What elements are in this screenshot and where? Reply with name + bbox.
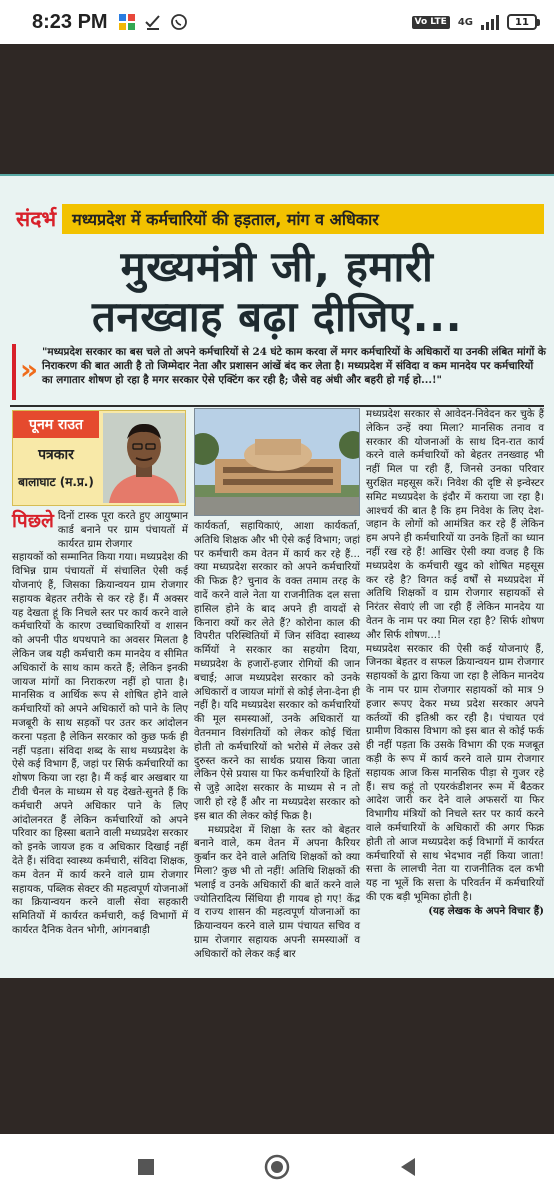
whatsapp-icon [170,13,188,31]
newspaper-clipping[interactable] [0,174,554,978]
article-column-3 [366,408,544,918]
column-3-para-1: मध्यप्रदेश सरकार से आवेदन-निवेदन कर चुके हैं लेकिन उन्हें क्या मिला? मानसिक तनाव व सरकार की योजनाओं के साथ दिन-रात कार्य करने वाले कर्मचारियों को बेहतर तनख्वाह भी नहीं मिल पा रही हैं, जिनसे उनका परिवार सुरक्षित महसूस करें। निवेश की दृष्टि से इन्वेस्टर समिट मध्यप्रदेश के इंदौर में कराया जा रहा है। आश्चर्य की बात है कि हम निवेश के लिए देश-जहान के लोगों को आमंत्रित कर रहे हैं लेकिन हम अपने ही कर्मचारियों या उनके हितों का ध्यान नहीं रख रहे हैं! आखिर ऐसी क्या वजह है कि मध्यप्रदेश के कर्मचारी खुद को शोषित महसूस कर रहे है? विगत कई वर्षों से मध्यप्रदेश में अतिथि शिक्षकों व ग्राम रोजगार सहायकों से निरंतर सेवाएं ली जा रही हैं लेकिन मानदेय या वेतन के नाम पर क्या मिल रहा है? सिर्फ शोषण और सिर्फ शोषण...! [366,409,544,641]
author-photo [103,413,185,503]
recents-button[interactable] [122,1143,170,1191]
section-label: संदर्भ [16,206,57,231]
headline-line-2: तनख्वाह बढ़ा दीजिए... [91,292,463,341]
author-role: पत्रकार [38,447,74,463]
check-signature-icon [144,13,162,31]
network-type: 4G [457,16,473,28]
back-triangle-icon [399,1157,417,1177]
battery-level: 11 [507,14,537,30]
author-byline [12,410,186,506]
author-name: पूनम राउत [13,411,99,438]
author-place: बालाघाट (म.प्र.) [18,475,94,489]
system-icons [412,14,541,30]
navigation-bar [0,1134,554,1200]
status-time: 8:23 PM [32,10,108,33]
topic-banner: मध्यप्रदेश में कर्मचारियों की हड़ताल, मांग व अधिकार [62,204,544,234]
pull-quote [8,344,546,400]
signal-icon [481,14,499,30]
column-1-text: सहायकों को सम्मानित किया गया। मध्यप्रदेश की विभिन्न ग्राम पंचायतों में संचालित ऐसी कई योजनाएं हैं, जिसका क्रियान्वयन ग्राम रोजगार सहायक बेहतर तरीके से कर रहे हैं। मैं अक्सर यह देखता हूं कि निचले स्तर पर कार्य करने वाले कर्मचारियों के कारण उच्चाधिकारियों व शासन को अपनी पीठ थपथपाने का अवसर मिलता है लेकिन जब यही कर्मचारी कम मानदेय व सीमित अधिकारों के साथ काम करते हैं; लेकिन इनकी जायज मांगों का निराकरण नहीं हो पाता है। मानसिक व आर्थिक रूप से शोषित होने वाले कर्मचारियों को अपने अधिकारों को पाने के लिए मजबूरी के साथ सड़कों पर उतर कर आंदोलन करना पड़ता है लेकिन सरकार को कुछ फर्क ही नहीं पड़ता। संविदा शब्द के साथ मध्यप्रदेश के ऐसे कई विभाग हैं, जहां पर सिर्फ कर्मचारियों का शोषण किया जा रहा है। मैं कई बार अखबार या टीवी चैनल के माध्यम से यह देखते-सुनते हैं कि कर्मचारी अपने अधिकार पाने के लिए आंदोलनरत हैं लेकिन कर्मचारियों को अपने परिवार का हिस्सा बताने वाली मध्यप्रदेश सरकार को इनके जायज हक व अधिकार दिखाई नहीं देते हैं। संविदा स्वास्थ्य कर्मचारी, संविदा शिक्षक, कम वेतन में कार्य करने वाले ग्राम रोजगार सहायक, पब्लिक सेक्टर की महत्वपूर्ण योजनाओं का क्रियान्वयन करने वाली सेवा सहकारी समितियों में कार्यरत कर्मचारी, कई विभागों में कार्यरत दैनिक वेतन भोगी, आंगनबाड़ी [12,552,188,936]
quote-accent [8,344,42,400]
viewer-background-bottom [0,978,554,1134]
article-column-2 [194,520,360,962]
column-2-para-2: मध्यप्रदेश में शिक्षा के स्तर को बेहतर बनाने वाले, कम वेतन में अपना कैरियर कुर्बान कर देने वाले अतिथि शिक्षकों को क्या मिला? कुछ भी तो नहीं! अतिथि शिक्षकों की भलाई व उनके अधिकारों की बातें करने वाले ज्योतिरादित्य सिंधिया ही गायब हो गए! केंद्र व राज्य शासन की महत्वपूर्ण योजनाओं का क्रियान्वयन करने वाले ग्राम पंचायत सचिव व ग्राम रोजगार सहायक अपनी समस्याओं व अधिकारों को लेकर कई बार [194,824,360,960]
column-1-lead: दिनों टास्क पूरा करते हुए आयुष्मान कार्ड बनाने पर ग्राम पंचायतों में कार्यरत ग्राम रोजगार [57,511,188,550]
section-header [10,202,544,236]
double-chevron-icon: » [20,353,39,386]
app-logo-icon [118,13,136,31]
divider [10,405,544,407]
headline [14,242,540,342]
article-column-1 [12,510,188,938]
home-button[interactable] [253,1143,301,1191]
home-circle-icon [264,1154,290,1180]
column-2-para-1: कार्यकर्ता, सहायिकाएं, आशा कार्यकर्ता, अतिथि शिक्षक और भी ऐसे कई विभाग; जहां पर कर्मचारी कम वेतन में कार्य कर रहे हैं... क्या मध्यप्रदेश सरकार को अपने कर्मचारियों की फिक्र है? चुनाव के वक्त तमाम तरह के वादें करने वाले नेता या राजनीतिक दल सत्ता हासिल होने के बाद अपने ही वायदों से किनारा क्यों कर लेते हैं? कोरोना काल की विपरीत परिस्थितियों में जिन संविदा स्वास्थ्य कर्मियों ने सरकार का सहयोग दिया, मध्यप्रदेश के हजारों-हजार रोगियों की जान बचाई; आज मध्यप्रदेश सरकार को उनके अधिकारों व जायज मांगों से कोई लेना-देना ही नहीं है। यदि मध्यप्रदेश सरकार को कर्मचारियों की मूल समस्याओं, उनके अधिकारों या वेतनमान विसंगतियों को लेकर कोई चिंता होती तो कर्मचारियों को भरोसे में लेकर उसे दुरुस्त करने का सार्थक प्रयास किया जाता लेकिन ऐसे प्रयास या फिर कर्मचारियों के हितों से जुड़े आदेश सरकार के माध्यम से न तो जारी हो रहे हैं और ना मध्यप्रदेश सरकार को इस बात की लेकर कोई फिक्र है। [194,521,360,822]
quote-text: "मध्यप्रदेश सरकार का बस चले तो अपने कर्मचारियों से 24 घंटे काम करवा लें मगर कर्मचारियों के अधिकारों या उनकी लंबित मांगों के निराकरण की बात आती है तो जिम्मेदार नेता और प्रशासन आंखें बंद कर लेता है। मध्यप्रदेश में संविदा व कम मानदेय पर कर्मचारियों का लगातार शोषण हो रहा है मगर सरकार ऐसे एक्टिंग कर रही है; जैसे वह अंधी और बहरी हो गई हो...!" [42,346,546,386]
back-button[interactable] [384,1143,432,1191]
headline-line-1: मुख्यमंत्री जी, हमारी [120,242,434,291]
dropcap: पिछले [12,510,54,532]
viewer-background-top [0,44,554,174]
square-icon [137,1158,155,1176]
volte-icon: Vo LTE [412,16,450,29]
author-disclaimer: (यह लेखक के अपने विचार हैं) [428,904,544,917]
column-3-para-2: मध्यप्रदेश सरकार की ऐसी कई योजनाएं हैं, जिनका बेहतर व सफल क्रियान्वयन ग्राम रोजगार सहायकों के द्वारा किया जा रहा है लेकिन मानदेय के नाम पर ग्राम रोजगार सहायकों को मात्र 9 हजार रूपए देकर मध्य प्रदेश सरकार अपने कर्तव्यों की इतिश्री कर रही है। पंचायत एवं ग्रामीण विकास विभाग को इस बात से कोई फर्क ही नहीं पड़ता कि उसके विभाग की एक मजबूत कड़ी के रूप में कार्य करने वाले ग्राम रोजगार सहायक आज किस मानसिक पीड़ा से गुजर रहे हैं। सच कहूं तो एयरकंडीशनर रूम में बैठकर आदेश जारी कर देने वाले अफसरों या फिर विभागीय मंत्रियों को निचले स्तर पर कार्य करने वाले कर्मचारियों के अधिकारों की अगर फिक्र होती तो आज मध्यप्रदेश कई विभागों में कार्यरत कर्मचारियों से साथ भेदभाव नहीं किया जाता! सत्ता के लालची नेता या राजनीतिक दल कभी यह ना भूलें कि सत्ता के परिवर्तन में कर्मचारियों की एक बड़ी भूमिका होती है। [366,643,544,903]
notification-icons [118,13,188,31]
article-photo [194,408,360,516]
battery-icon [507,14,540,30]
status-bar [0,0,554,44]
